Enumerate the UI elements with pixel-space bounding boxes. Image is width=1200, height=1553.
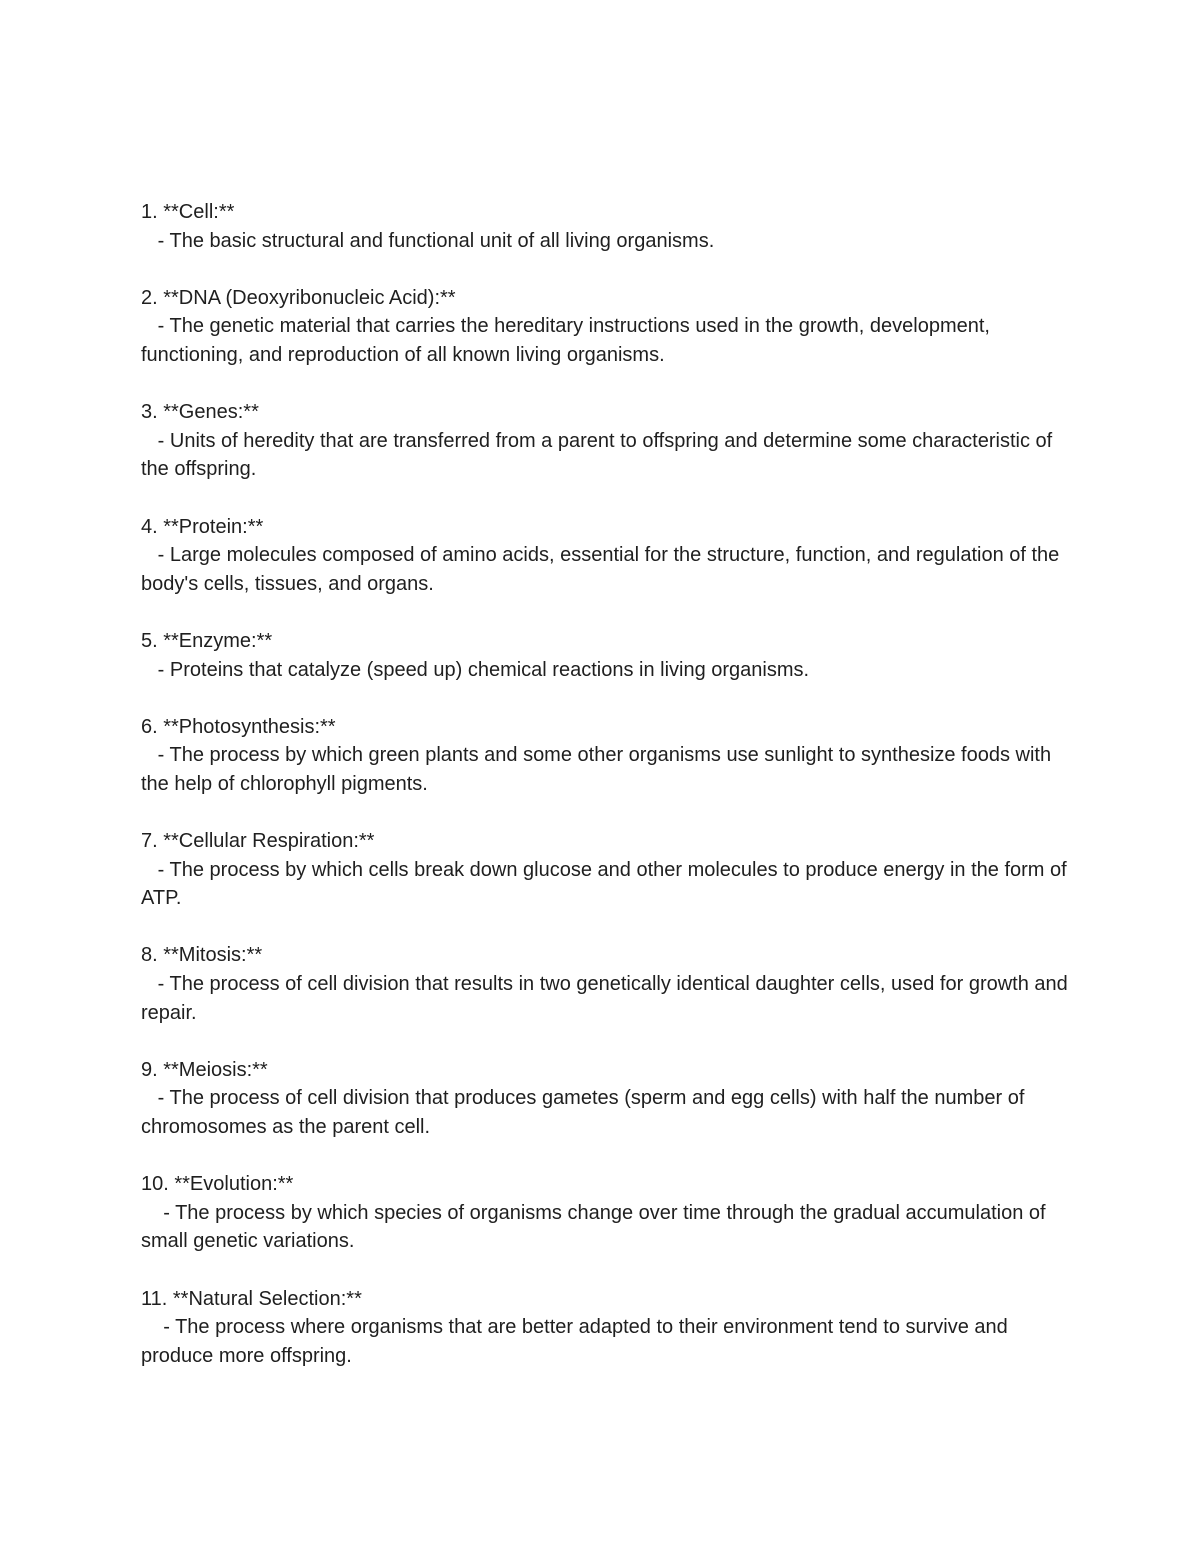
term-definition: - The process by which species of organisms change over time through the gradual accumulation of small genetic variations. bbox=[141, 1201, 1052, 1253]
term-heading: 7. **Cellular Respiration:** bbox=[141, 830, 375, 853]
glossary-entry-photosynthesis bbox=[141, 713, 1071, 799]
term-definition: - The process of cell division that produces gametes (sperm and egg cells) with half the number of chromosomes as the parent cell. bbox=[141, 1087, 1030, 1138]
term-heading: 1. **Cell:** bbox=[141, 201, 235, 223]
term-definition: - Large molecules composed of amino acids, essential for the structure, function, and regulation of the body's cells, tissues, and organs. bbox=[141, 544, 1065, 595]
glossary-list bbox=[141, 198, 1074, 1399]
glossary-entry-natural-selection bbox=[141, 1285, 1071, 1371]
term-heading: 6. **Photosynthesis:** bbox=[141, 715, 336, 738]
glossary-entry-mitosis bbox=[141, 941, 1074, 1027]
glossary-entry-dna bbox=[141, 284, 1071, 370]
glossary-entry-cellular-respiration bbox=[141, 827, 1071, 913]
term-heading: 2. **DNA (Deoxyribonucleic Acid):** bbox=[141, 286, 456, 309]
term-definition: - The basic structural and functional unit of all living organisms. bbox=[141, 229, 715, 252]
term-definition: - Proteins that catalyze (speed up) chemical reactions in living organisms. bbox=[141, 658, 810, 681]
glossary-entry-genes bbox=[141, 398, 1071, 484]
term-heading: 8. **Mitosis:** bbox=[141, 944, 263, 967]
term-heading: 4. **Protein:** bbox=[141, 515, 264, 538]
term-definition: - The process by which green plants and some other organisms use sunlight to synthesize foods with the help of chlorophyll pigments. bbox=[141, 744, 1057, 795]
term-heading: 10. **Evolution:** bbox=[141, 1173, 294, 1196]
term-definition: - The process where organisms that are better adapted to their environment tend to survive and produce more offspring. bbox=[141, 1316, 1014, 1367]
term-heading: 9. **Meiosis:** bbox=[141, 1058, 268, 1081]
term-definition: - Units of heredity that are transferred from a parent to offspring and determine some characteristic of the offspring. bbox=[141, 429, 1058, 481]
term-definition: - The genetic material that carries the hereditary instructions used in the growth, development, functioning, and reproduction of all known living organisms. bbox=[141, 315, 996, 366]
term-heading: 11. **Natural Selection:** bbox=[141, 1287, 362, 1310]
glossary-entry-cell bbox=[141, 198, 1071, 255]
term-heading: 5. **Enzyme:** bbox=[141, 629, 273, 652]
glossary-entry-meiosis bbox=[141, 1056, 1071, 1142]
term-definition: - The process of cell division that results in two genetically identical daughter cells, used for growth and repair. bbox=[141, 973, 1074, 1024]
glossary-entry-enzyme bbox=[141, 627, 1071, 684]
term-definition: - The process by which cells break down glucose and other molecules to produce energy in the form of ATP. bbox=[141, 858, 1072, 910]
glossary-entry-protein bbox=[141, 513, 1071, 599]
term-heading: 3. **Genes:** bbox=[141, 401, 259, 424]
glossary-entry-evolution bbox=[141, 1170, 1071, 1256]
